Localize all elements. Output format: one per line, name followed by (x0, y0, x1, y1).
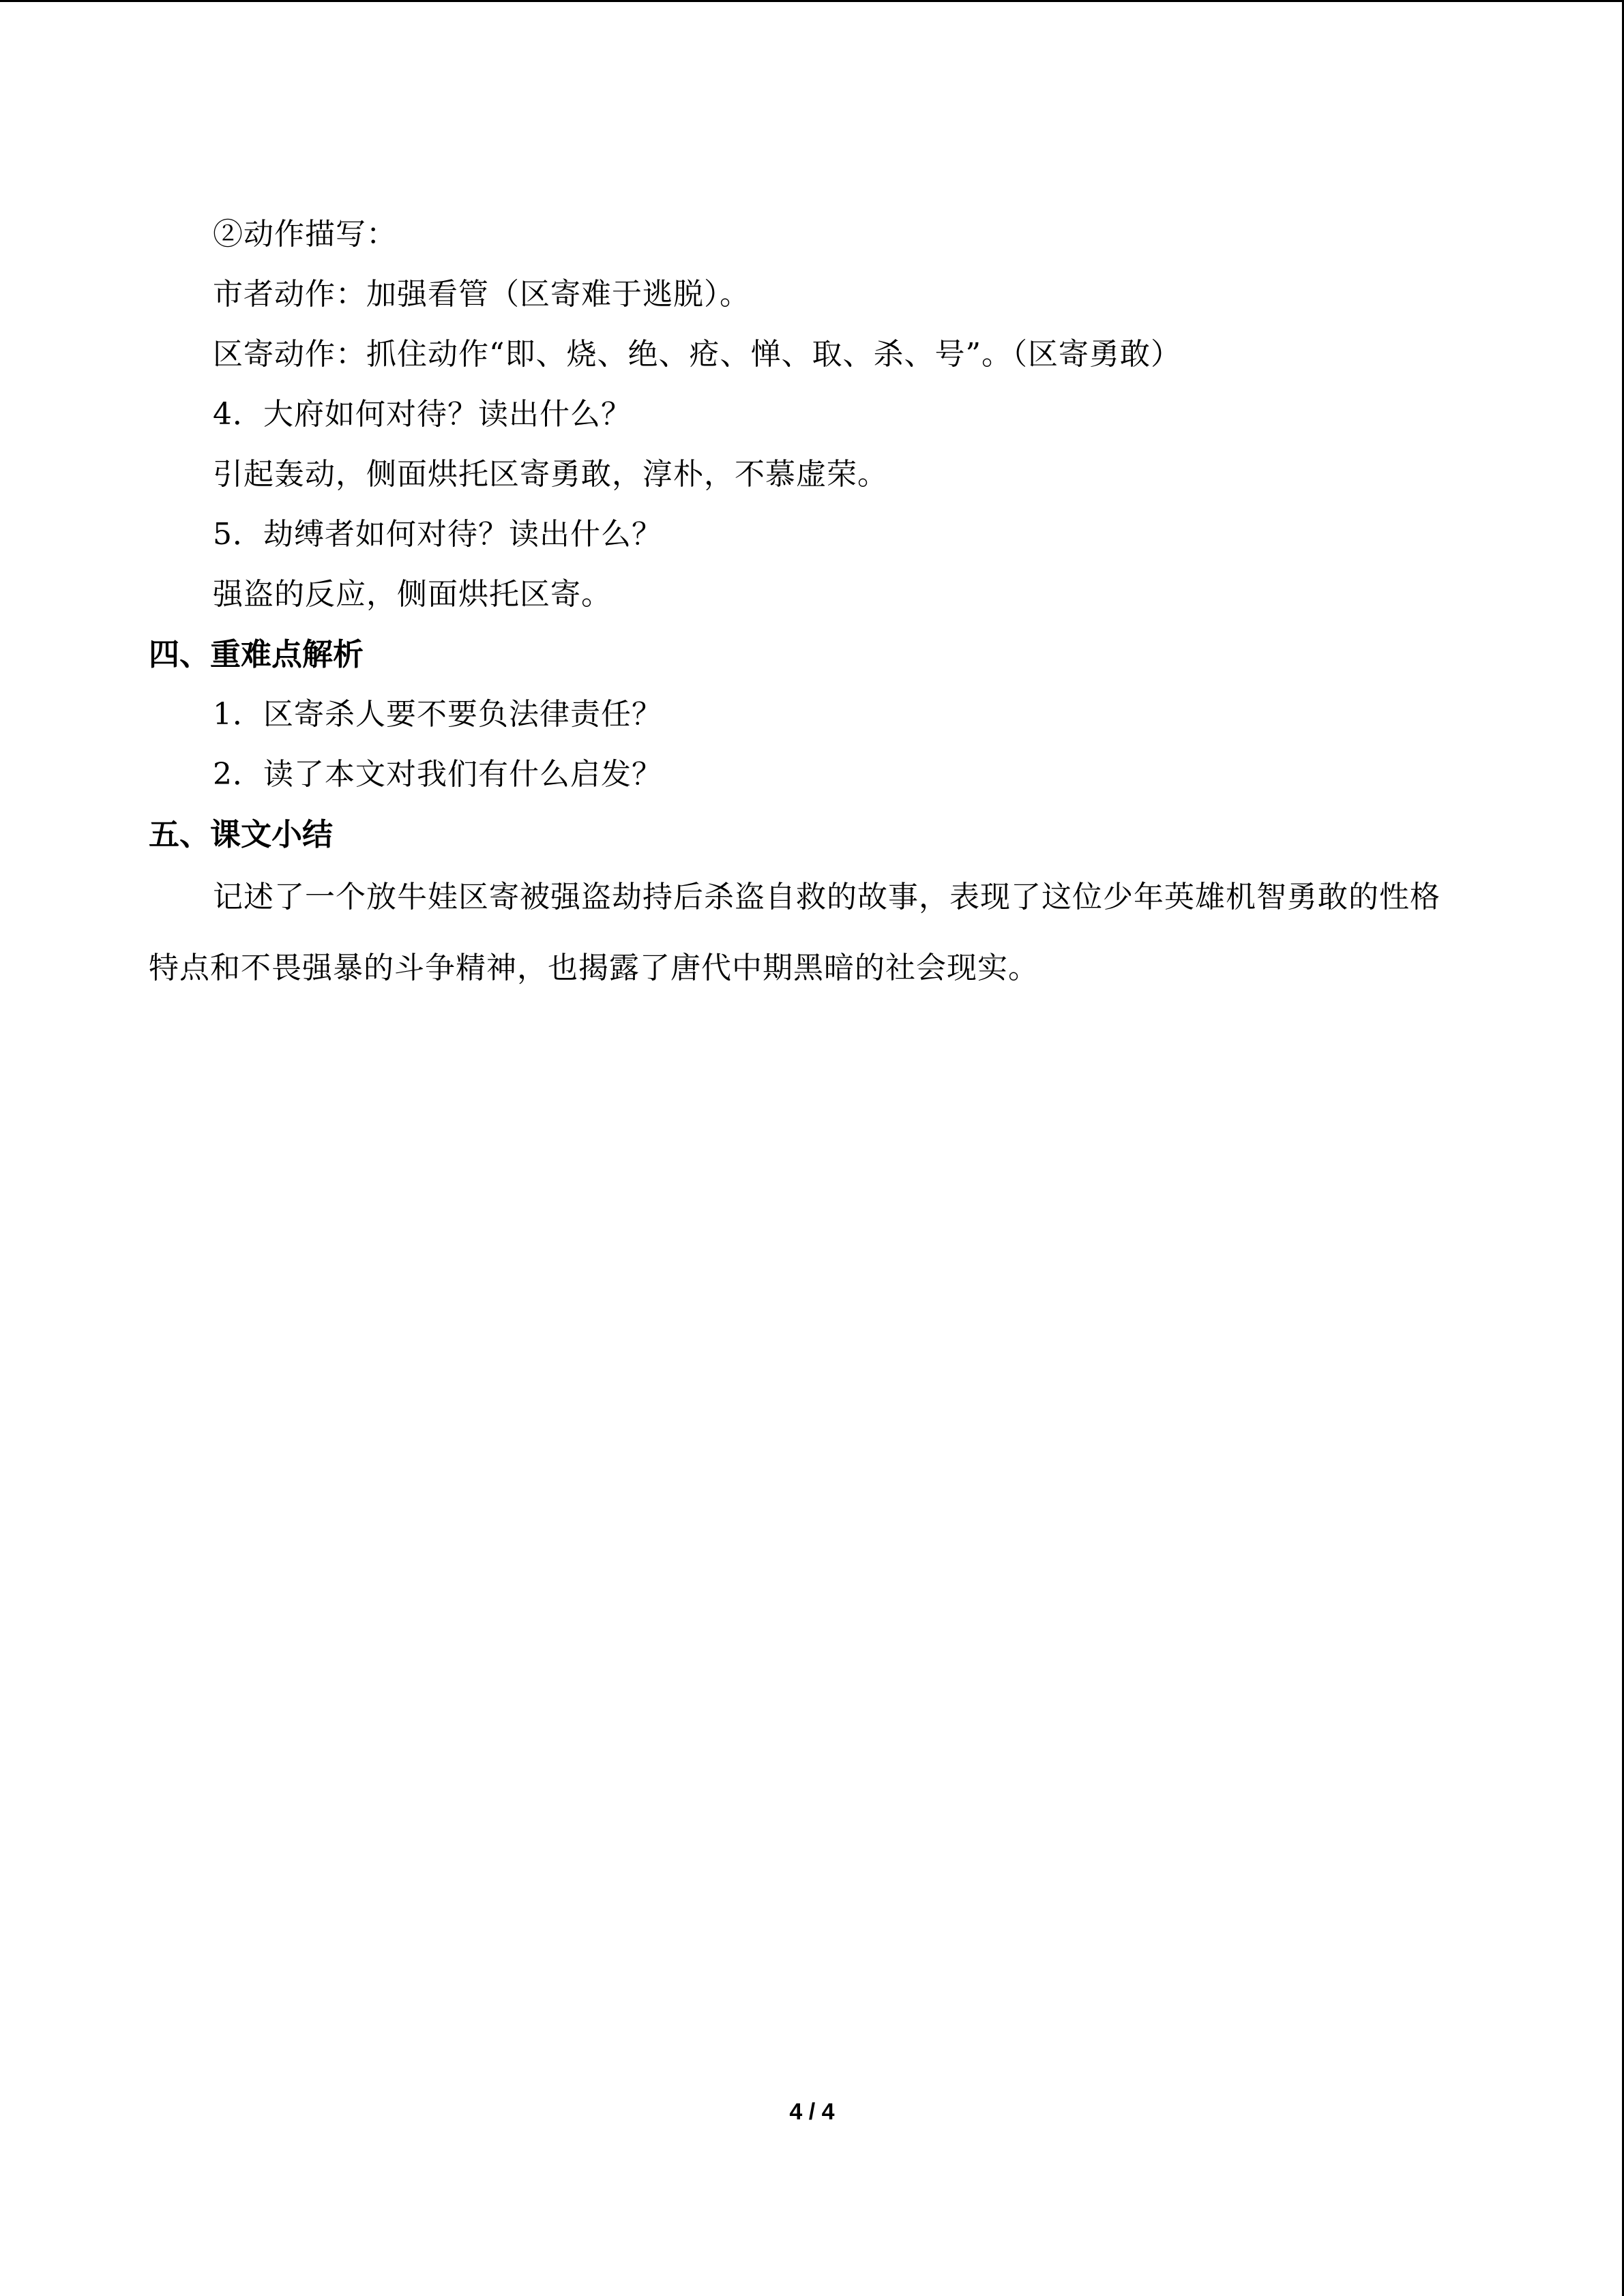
document-body (149, 205, 1458, 1004)
text-line-answer-5: 强盗的反应，侧面烘托区寄。 (213, 577, 612, 612)
text-line-key-point-2: 2．读了本文对我们有什么启发？ (213, 757, 662, 792)
section-heading-summary: 五、课文小结 (149, 816, 334, 852)
page-top-border (0, 0, 1624, 2)
text-line-answer-4: 引起轰动，侧面烘托区寄勇敢，淳朴，不慕虚荣。 (213, 457, 888, 492)
text-line-market-action: 市者动作：加强看管（区寄难于逃脱）。 (213, 277, 750, 312)
page-number: 4 / 4 (789, 2099, 835, 2125)
summary-paragraph: 记述了一个放牛娃区寄被强盗劫持后杀盗自救的故事，表现了这位少年英雄机智勇敢的性格特点和不畏强暴的斗争精神，也揭露了唐代中期黑暗的社会现实。 (149, 880, 1441, 985)
text-line-key-point-1: 1．区寄杀人要不要负法律责任？ (213, 697, 662, 732)
text-line-ouji-action: 区寄动作：抓住动作“即、烧、绝、疮、惮、取、杀、号”。（区寄勇敢） (213, 337, 1181, 372)
section-heading-key-points: 四、重难点解析 (149, 636, 364, 672)
text-line-action-description: ②动作描写： (213, 217, 397, 252)
text-line-question-4: 4．大府如何对待？读出什么？ (213, 397, 632, 432)
text-line-question-5: 5．劫缚者如何对待？读出什么？ (213, 517, 662, 552)
